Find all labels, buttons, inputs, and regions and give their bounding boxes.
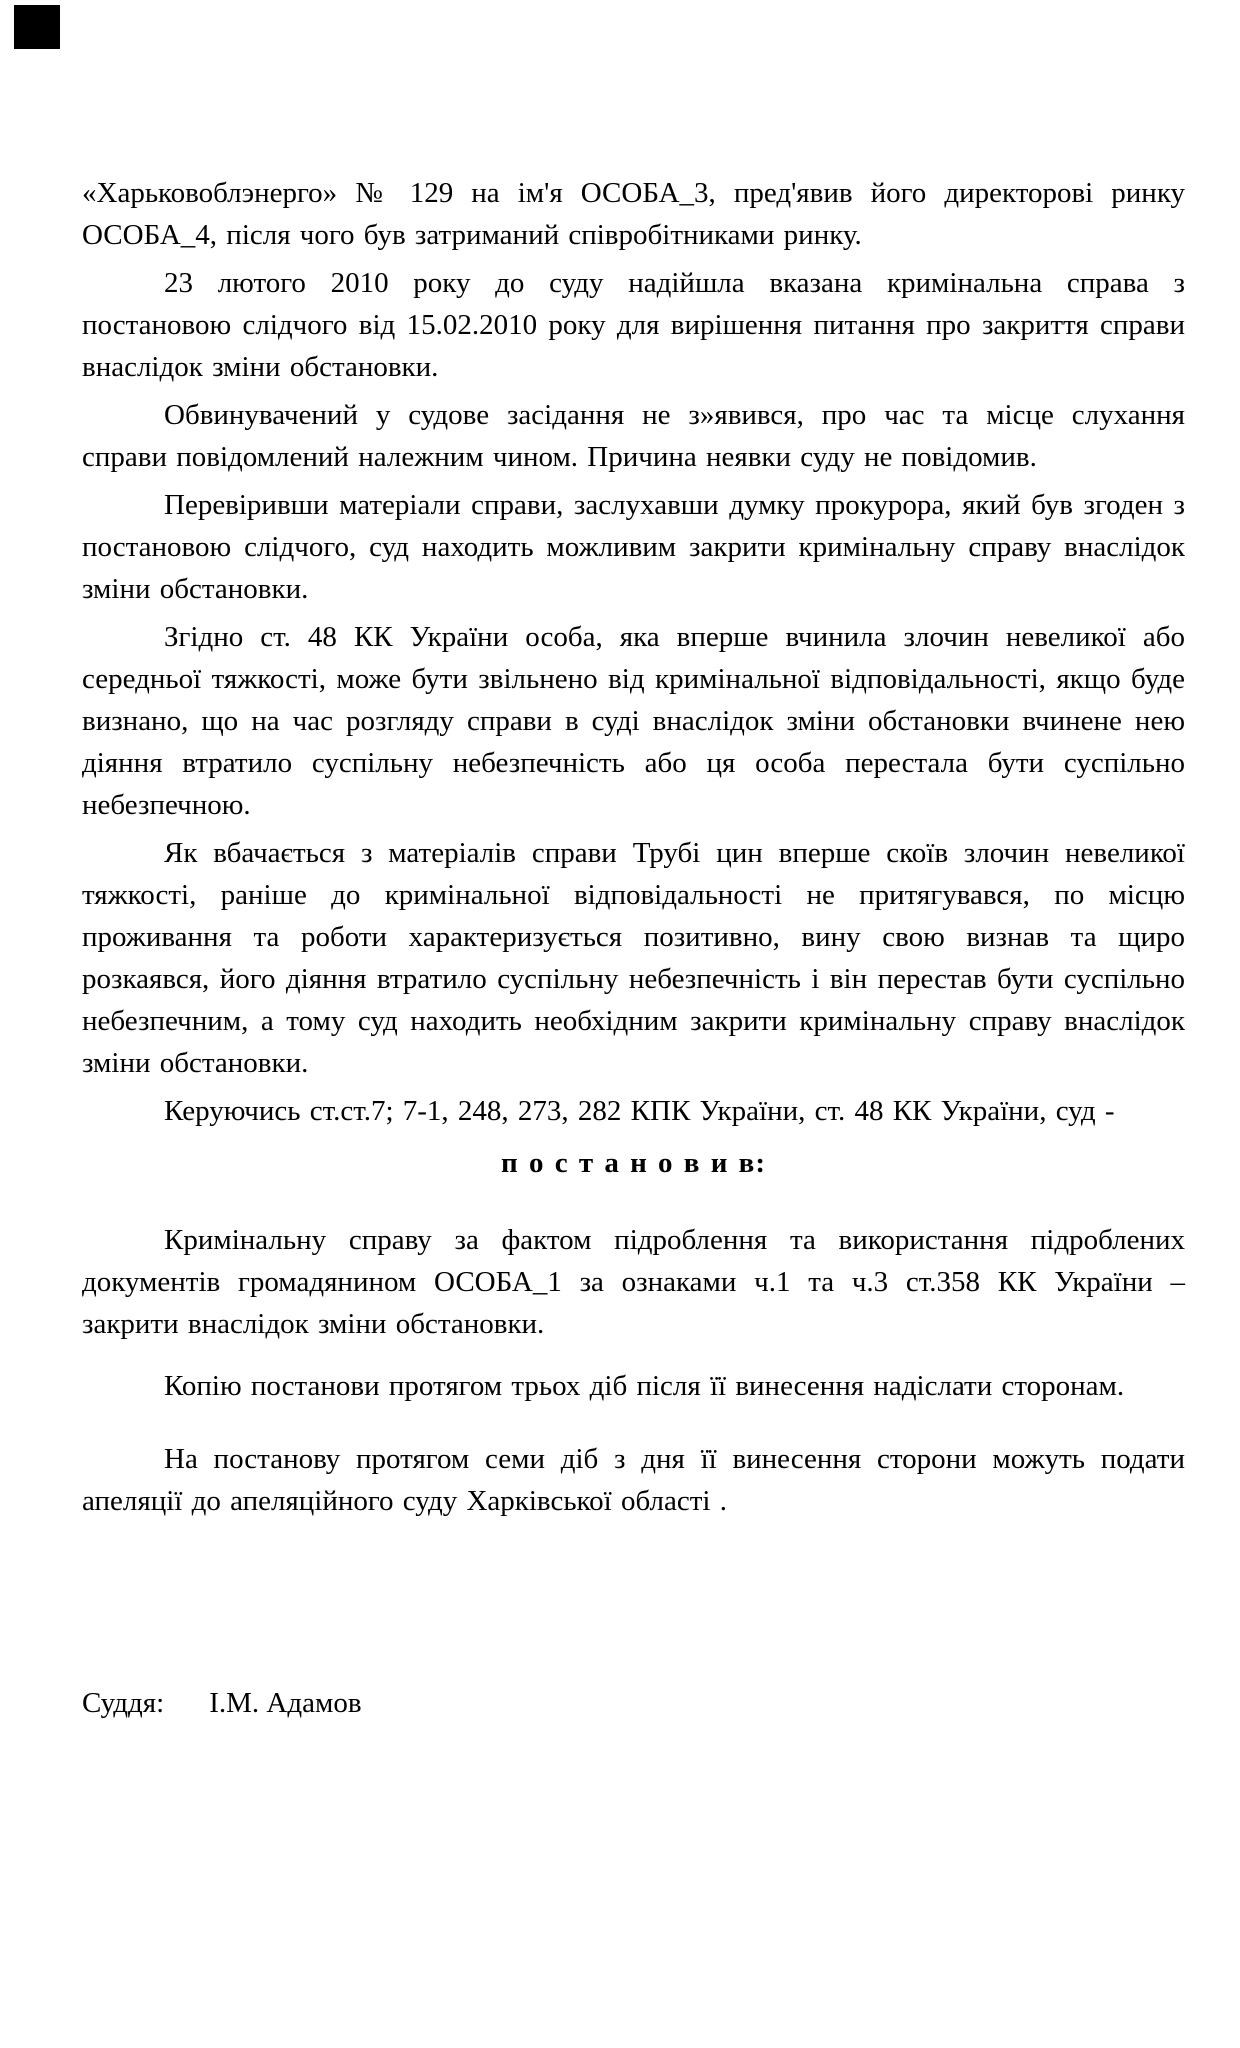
signature-line: [82, 1682, 1185, 1724]
judge-name: І.М. Адамов: [209, 1687, 362, 1719]
document-body: [82, 172, 1185, 1724]
paragraph-case-received: 23 лютого 2010 року до суду надійшла вказана кримінальна справа з постановою слідчого від 15.02.2010 року для вирішення питання про закриття справи внаслідок зміни обстановки.: [82, 267, 1185, 383]
paragraph-resolution-close-case: Кримінальну справу за фактом підроблення та використання підроблених документів громадянином ОСОБА_1 за ознаками ч.1 та ч.3 ст.358 КК України – закрити внаслідок зміни обстановки.: [82, 1224, 1185, 1340]
paragraph-legal-basis: Керуючись ст.ст.7; 7-1, 248, 273, 282 КПК України, ст. 48 КК України, суд -: [164, 1095, 1115, 1127]
scan-artifact-square: [14, 5, 60, 49]
paragraph-send-copies: Копію постанови протягом трьох діб після її винесення надіслати сторонам.: [164, 1370, 1125, 1402]
paragraph-accused-absent: Обвинувачений у судове засідання не з»явився, про час та місце слухання справи повідомлений належним чином. Причина неявки суду не повідомив.: [82, 399, 1185, 473]
ruling-heading: п о с т а н о в и в:: [501, 1147, 766, 1179]
paragraph-appeal-right: На постанову протягом семи діб з дня її винесення сторони можуть подати апеляції до апеляційного суду Харківської області .: [82, 1443, 1185, 1517]
paragraph-case-facts: Як вбачається з матеріалів справи Трубі цин вперше скоїв злочин невеликої тяжкості, раніше до кримінальної відповідальності не притягувався, по місцю проживання та роботи характеризується позитивно, вину свою визнав та щиро розкаявся, його діяння втратило суспільну небезпечність і він перестав бути суспільно небезпечним, а тому суд находить необхідним закрити кримінальну справу внаслідок зміни обстановки.: [82, 837, 1185, 1079]
judge-label: Суддя:: [82, 1687, 165, 1719]
paragraph-continuation: «Харьковоблэнерго» № 129 на ім'я ОСОБА_3, пред'явив його директорові ринку ОСОБА_4, після чого був затриманий співробітниками ринку.: [82, 177, 1185, 251]
paragraph-court-review: Перевіривши матеріали справи, заслухавши думку прокурора, який був згоден з постановою слідчого, суд находить можливим закрити кримінальну справу внаслідок зміни обстановки.: [82, 489, 1185, 605]
paragraph-article-48: Згідно ст. 48 КК України особа, яка вперше вчинила злочин невеликої або середньої тяжкості, може бути звільнено від кримінальної відповідальності, якщо буде визнано, що на час розгляду справи в суді внаслідок зміни обстановки вчинене нею діяння втратило суспільну небезпечність або ця особа перестала бути суспільно небезпечною.: [82, 621, 1185, 821]
